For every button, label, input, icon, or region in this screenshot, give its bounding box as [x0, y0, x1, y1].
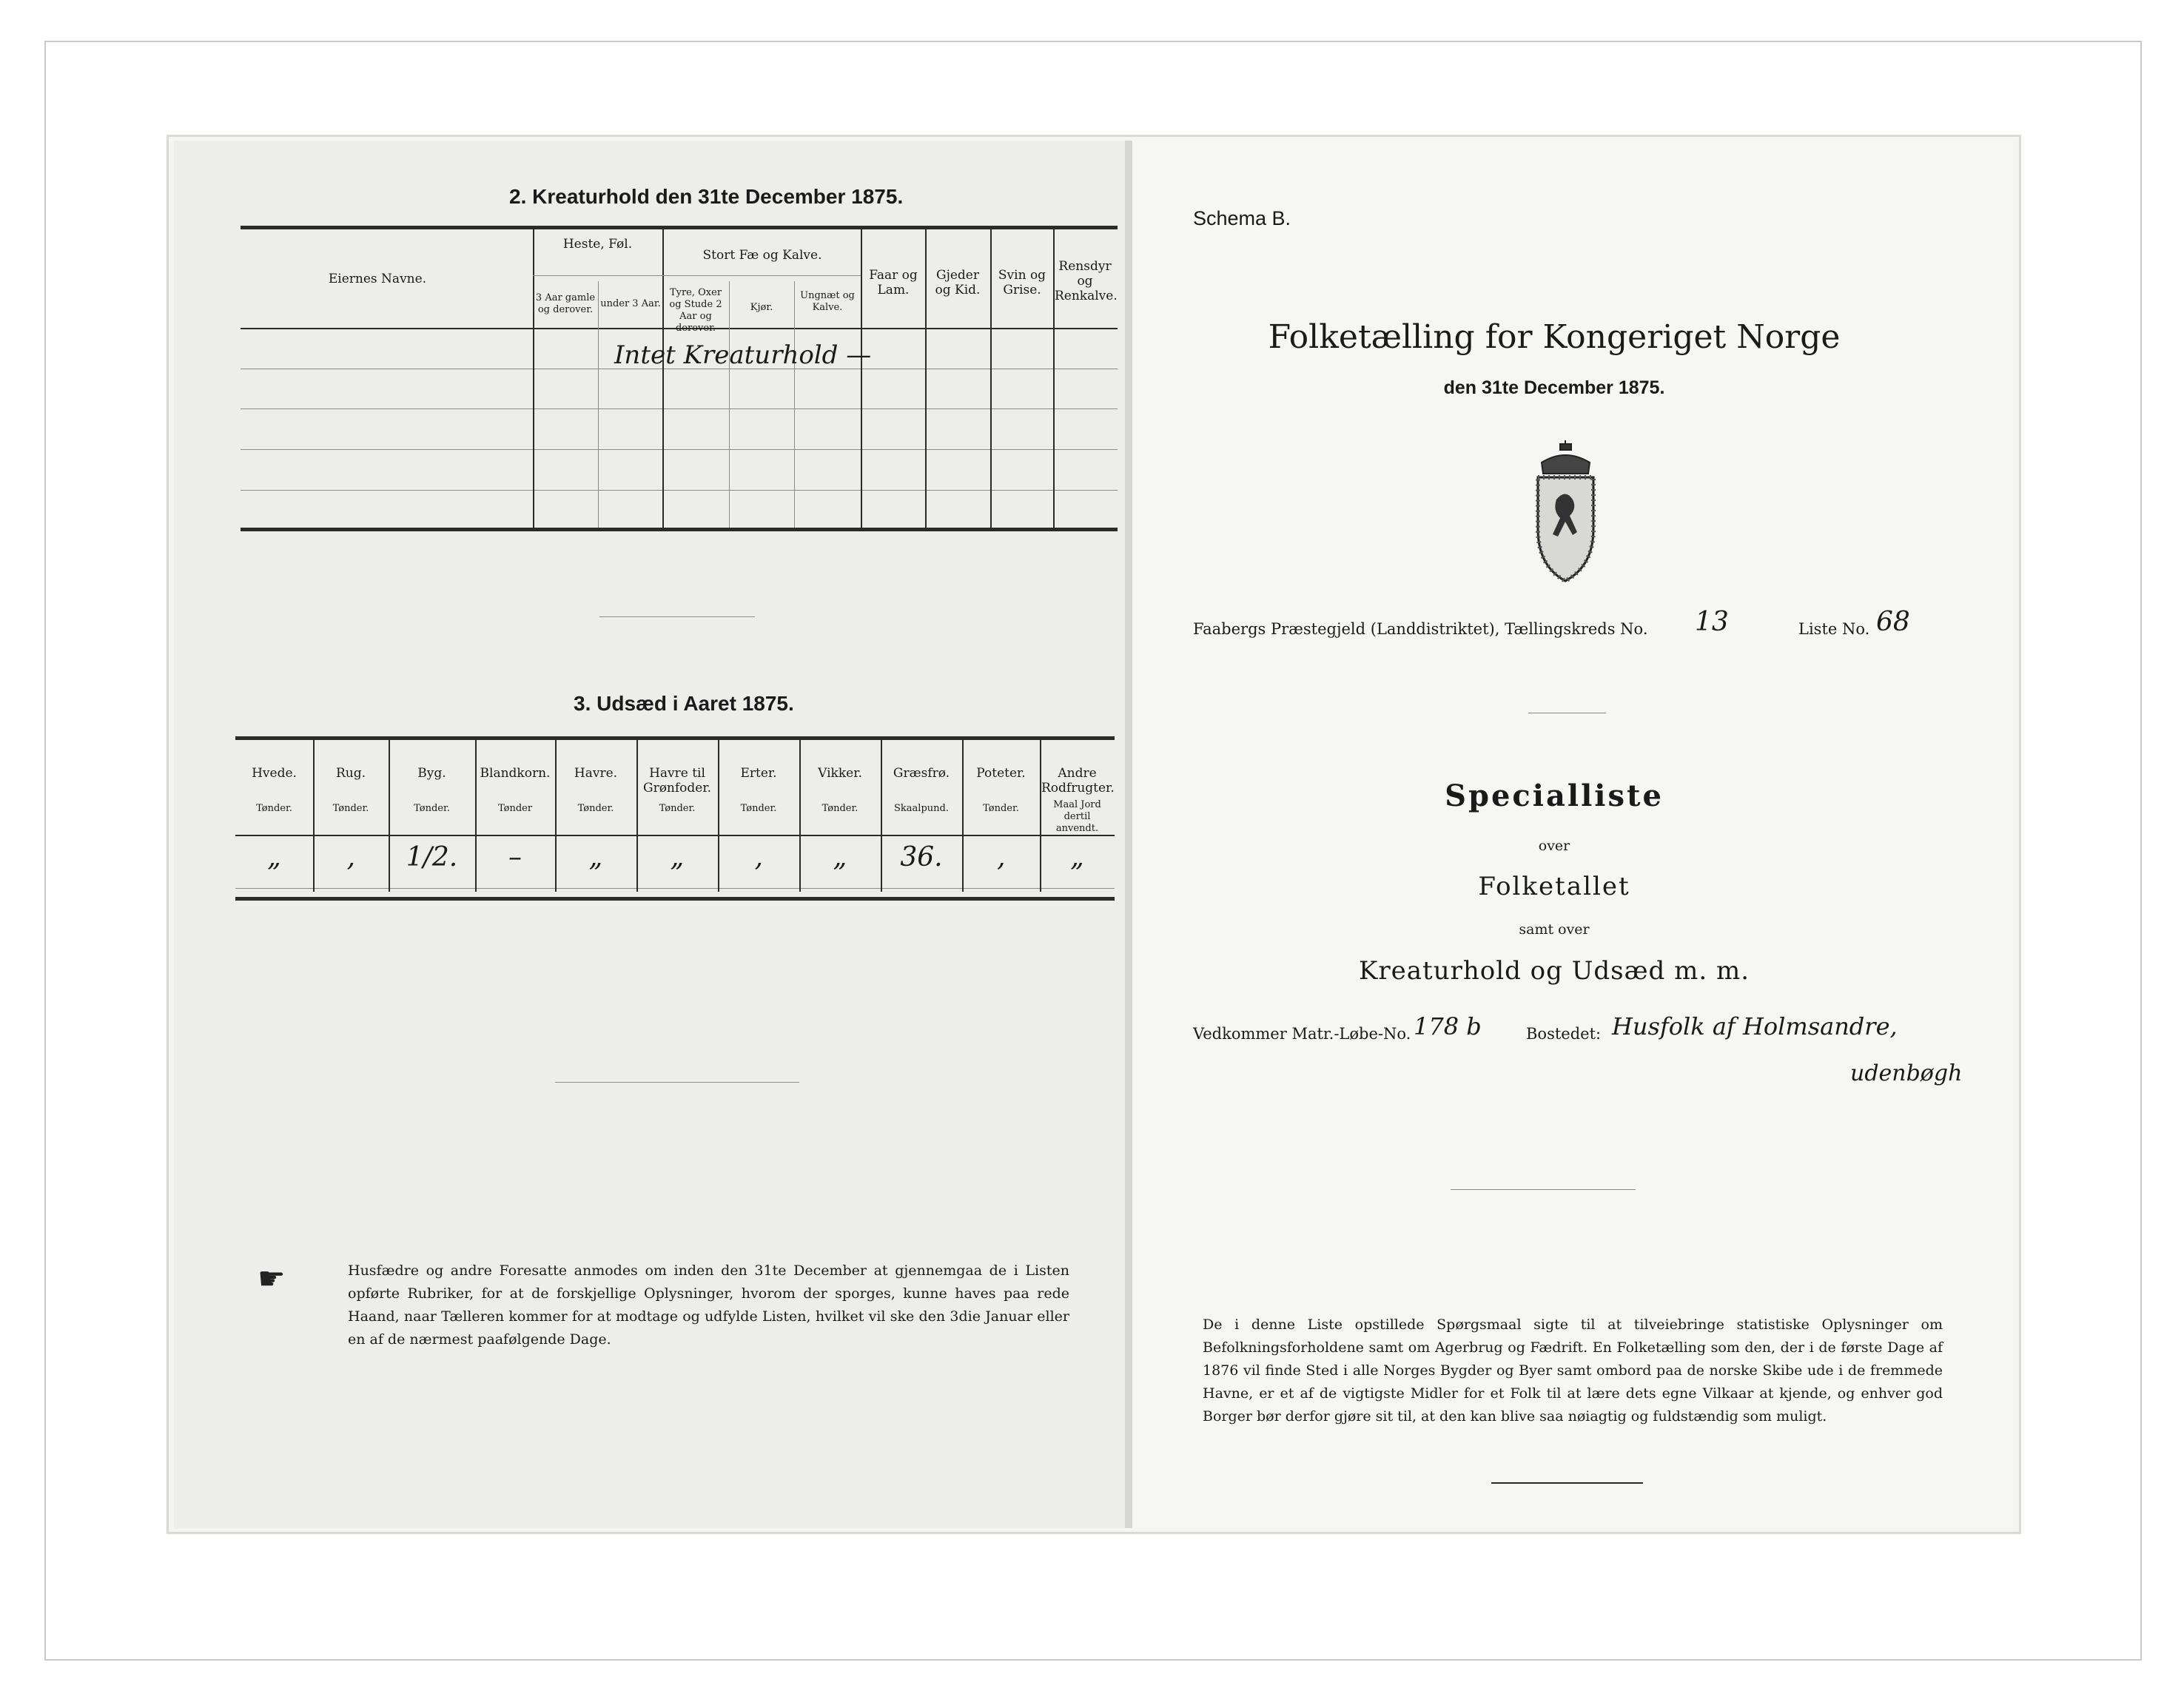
col-reindeer: Rensdyr og Renkalve.: [1055, 259, 1118, 303]
sowing-col-name: Blandkorn.: [480, 766, 551, 781]
sowing-col-name: Byg.: [417, 766, 446, 781]
sowing-col-name: Græsfrø.: [893, 766, 950, 781]
sowing-col-unit: Tønder.: [332, 803, 369, 814]
sowing-col-unit: Skaalpund.: [894, 803, 949, 814]
col-cattle-bulls: Tyre, Oxer og Stude 2 Aar og derover.: [669, 287, 722, 334]
sowing-value: 1/2.: [406, 842, 458, 872]
sowing-value: –: [508, 842, 522, 872]
district-label: Faabergs Præstegjeld (Landdistriktet), Tællingskreds No.: [1193, 620, 1648, 638]
col-horses-old: 3 Aar gamle og derover.: [535, 292, 596, 315]
sowing-col-unit: Tønder.: [740, 803, 777, 814]
col-owner: Eiernes Navne.: [328, 272, 427, 286]
handwritten-no-livestock: Intet Kreaturhold —: [614, 340, 872, 370]
sowing-value: „: [588, 842, 603, 872]
matr-number: 178 b: [1414, 1012, 1482, 1040]
schema-label: Schema B.: [1193, 207, 1291, 229]
sowing-value: ‚: [754, 842, 763, 872]
list-number: 68: [1876, 607, 1910, 637]
date-line: den 31te December 1875.: [1443, 377, 1665, 398]
col-goats: Gjeder og Kid.: [935, 268, 981, 297]
notice-text: Husfædre og andre Foresatte anmodes om inden den 31te December at gjennemgaa de i Listen opførte Rubriker, for at de forskjellige Oplysninger, hvorom der sporges, kunne haves paa rede Haand, naar Tælleren kommer for at modtage og udfylde Listen, hvilket vil ske den 3die Januar eller en af de nærmest paafølgende Dage.: [348, 1262, 1069, 1348]
sowing-col-unit: Tønder.: [983, 803, 1019, 814]
coat-of-arms-icon: [1531, 440, 1601, 588]
samt-over-text: samt over: [1519, 921, 1590, 938]
sowing-col-unit: Tønder: [497, 803, 533, 814]
bottom-rule: [1491, 1482, 1643, 1484]
sowing-col-unit: Tønder.: [414, 803, 450, 814]
col-horses-young: under 3 Aar.: [600, 298, 661, 309]
sowing-value: „: [833, 842, 847, 872]
sowing-col-name: Hvede.: [252, 766, 297, 781]
page-gutter: [1125, 141, 1132, 1528]
section3-title: 3. Udsæd i Aaret 1875.: [574, 692, 794, 715]
section2-title: 2. Kreaturhold den 31te December 1875.: [509, 185, 904, 208]
divider: [1451, 1189, 1636, 1190]
bosted-value-2: udenbøgh: [1850, 1060, 1963, 1086]
col-horses-group: Heste, Føl.: [562, 237, 633, 252]
sowing-value: „: [267, 842, 281, 872]
sowing-col-unit: Tønder.: [577, 803, 614, 814]
sowing-value: „: [670, 842, 685, 872]
sowing-value: „: [1070, 842, 1084, 872]
bosted-label: Bostedet:: [1526, 1025, 1602, 1043]
sowing-col-name: Vikker.: [818, 766, 862, 781]
explanatory-paragraph: De i denne Liste opstillede Spørgsmaal sigte til at tilveiebringe statistiske Oplysninger om Befolkningsforholdene samt om Agerbrug og Fædrift. En Folketælling som den, der i de første Dage af 1876 vil finde Sted i alle Norges Bygder og Byer samt ombord paa de norske Skibe ude i de fremmede Havne, er et af de vigtigste Midler for et Folk til at lære dets egne Vilkaar at kjende, og enhver god Borger bør derfor gjøre sit til, at den kan blive saa nøiagtig og fuldstændig som muligt.: [1203, 1316, 1943, 1425]
sowing-value: ‚: [346, 842, 355, 872]
col-sheep: Faar og Lam.: [869, 268, 918, 297]
sowing-col-name: Havre til Grønfoder.: [642, 766, 712, 796]
sowing-col-unit: Maal Jord dertil anvendt.: [1053, 799, 1101, 834]
sowing-value: 36.: [900, 842, 943, 872]
col-cattle-cows: Kjør.: [750, 302, 773, 313]
sowing-col-unit: Tønder.: [821, 803, 859, 814]
sowing-col-name: Rug.: [335, 766, 366, 781]
bosted-value: Husfolk af Holmsandre,: [1612, 1012, 1898, 1040]
list-label: Liste No.: [1798, 620, 1870, 638]
district-number: 13: [1695, 607, 1729, 637]
sowing-col-name: Andre Rodfrugter.: [1041, 766, 1115, 796]
sowing-col-unit: Tønder.: [659, 803, 696, 814]
over-text-1: over: [1538, 838, 1570, 854]
specialliste-title: Specialliste: [1445, 778, 1664, 813]
sowing-col-name: Erter.: [740, 766, 777, 781]
pointing-hand-icon: ☛: [258, 1260, 286, 1297]
kreaturhold-text: Kreaturhold og Udsæd m. m.: [1358, 956, 1750, 986]
sowing-col-unit: Tønder.: [256, 803, 292, 814]
divider: [555, 1082, 799, 1083]
main-title: Folketælling for Kongeriget Norge: [1268, 318, 1841, 356]
sowing-col-name: Poteter.: [976, 766, 1026, 781]
divider: [599, 616, 755, 617]
folketallet-text: Folketallet: [1478, 872, 1630, 901]
sowing-value: ‚: [996, 842, 1006, 872]
sowing-col-name: Havre.: [574, 766, 618, 781]
col-pigs: Svin og Grise.: [998, 268, 1046, 297]
matr-label: Vedkommer Matr.-Løbe-No.: [1193, 1025, 1411, 1043]
col-cattle-group: Stort Fæ og Kalve.: [702, 248, 822, 263]
col-cattle-young: Ungnæt og Kalve.: [800, 290, 855, 313]
